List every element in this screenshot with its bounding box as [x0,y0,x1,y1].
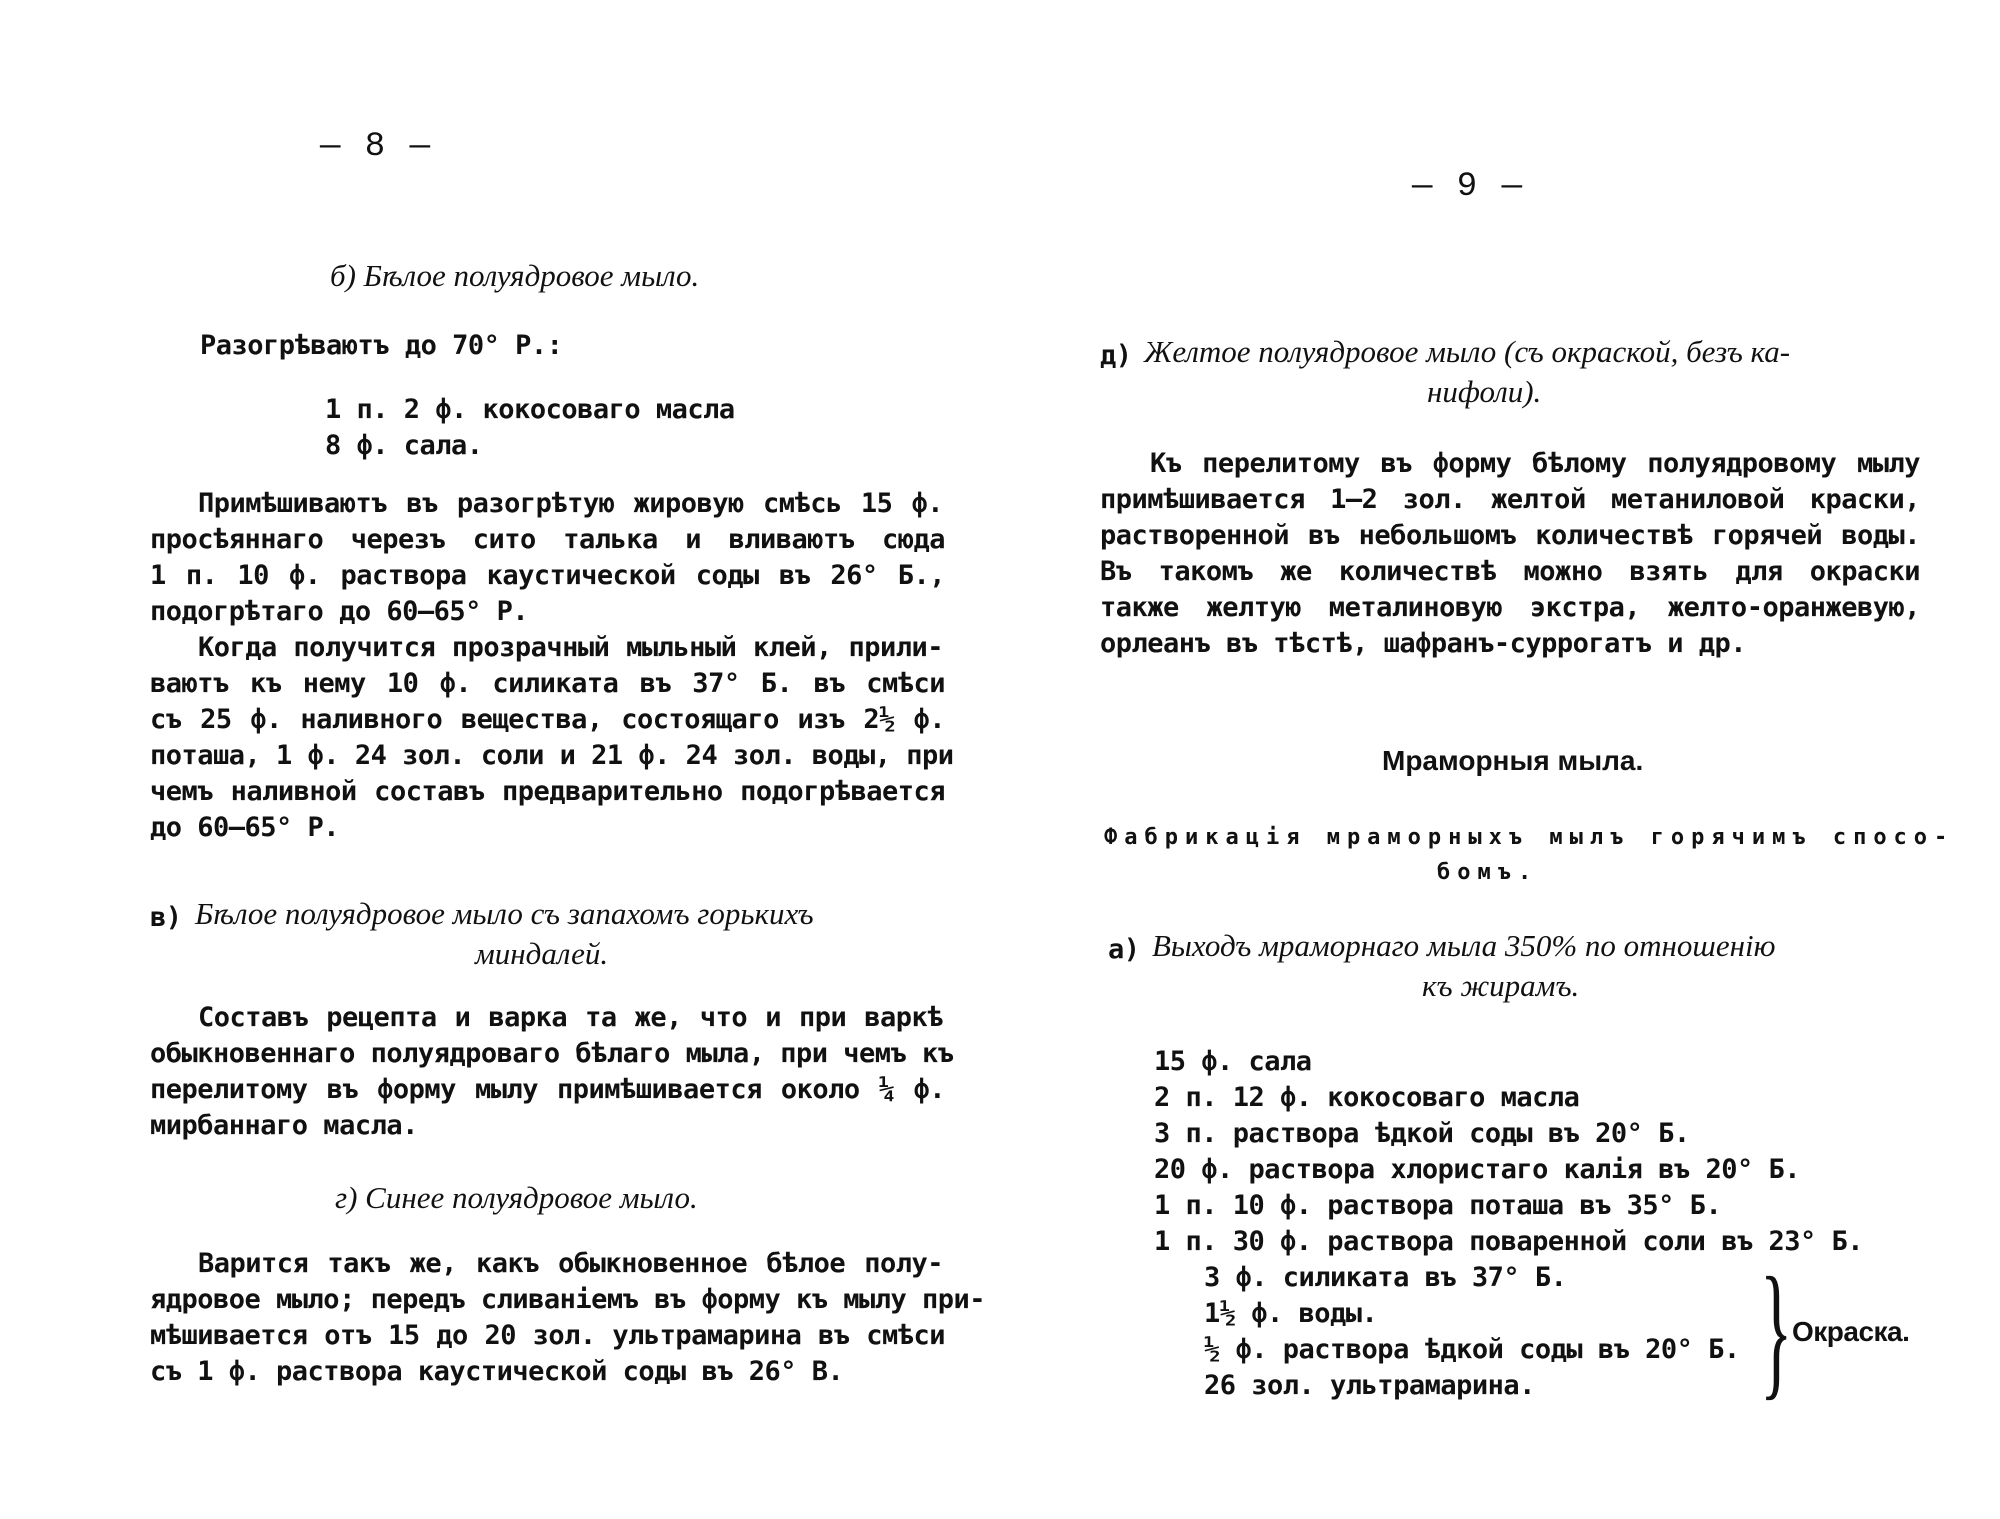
recipe-line: 3 п. раствора ѣдкой соды въ 20° Б. [1154,1118,1690,1149]
paragraph-line: до 60—65° Р. [150,812,340,843]
coloring-label: Окраска. [1792,1316,1910,1347]
heat-line: Разогрѣваютъ до 70° Р.: [200,330,563,361]
ingredient-line: 8 ф. сала. [325,430,483,461]
paragraph-line: Когда получится прозрачный мыльный клей, прили- [198,632,943,663]
right-brace-icon: } [1760,1247,1793,1413]
paragraph-line: Варится такъ же, какъ обыкновенное бѣлое полу- [198,1248,943,1279]
section-v-heading: Бѣлое полуядровое мыло съ запахомъ горькихъ [195,896,814,931]
paragraph-line: перелитому въ форму мылу примѣшивается около ¼ ф. [150,1074,945,1105]
page-number-9: — 9 — [1412,168,1525,206]
paragraph-line: поташа, 1 ф. 24 зол. соли и 21 ф. 24 зол. воды, при [150,740,954,771]
section-d-heading: Желтое полуядровое мыло (съ окраской, безъ ка- [1144,334,1791,369]
section-v-heading: миндалей. [475,936,609,971]
paragraph-line: Къ перелитому въ форму бѣлому полуядровому мылу [1150,448,1920,479]
marble-soaps-heading: Мраморныя мыла. [1382,745,1644,776]
paragraph-line: подогрѣтаго до 60—65° Р. [150,596,529,627]
section-a-label: а) [1108,934,1140,965]
page-number-8: — 8 — [320,128,433,166]
section-a-heading: Выходъ мраморнаго мыла 350% по отношенію [1152,928,1776,963]
paragraph-line: ядровое мыло; передъ сливаніемъ въ форму къ мылу при- [150,1284,986,1315]
ingredient-line: 1 п. 2 ф. кокосоваго масла [325,394,735,425]
paragraph-line: 1 п. 10 ф. раствора каустической соды въ 26° Б., [150,560,945,591]
recipe-line: 1 п. 30 ф. раствора поваренной соли въ 23° Б. [1154,1226,1863,1257]
paragraph-line: Составъ рецепта и варка та же, что и при варкѣ [198,1002,943,1033]
paragraph-line: обыкновеннаго полуядроваго бѣлаго мыла, при чемъ къ [150,1038,954,1069]
paragraph-line: съ 1 ф. раствора каустической соды въ 26° В. [150,1356,844,1387]
paragraph-line: чемъ наливной составъ предварительно подогрѣвается [150,776,945,807]
coloring-item: ½ ф. раствора ѣдкой соды въ 20° Б. [1204,1334,1740,1365]
section-d-label: д) [1100,340,1132,371]
fabrication-heading: бомъ. [1437,860,1539,885]
recipe-line: 15 ф. сала [1154,1046,1312,1077]
paragraph-line: Примѣшиваютъ въ разогрѣтую жировую смѣсь 15 ф. [198,488,943,519]
paragraph-line: мѣшивается отъ 15 до 20 зол. ультрамарина въ смѣси [150,1320,945,1351]
paragraph-line: съ 25 ф. наливного вещества, состоящаго изъ 2½ ф. [150,704,945,735]
paragraph-line: также желтую металиновую экстра, желто-оранжевую, [1100,592,1920,623]
section-v-label: в) [150,902,182,933]
paragraph-line: растворенной въ небольшомъ количествѣ горячей воды. [1100,520,1920,551]
right-page [1092,0,1955,1519]
recipe-line: 20 ф. раствора хлористаго калія въ 20° Б. [1154,1154,1800,1185]
recipe-line: 2 п. 12 ф. кокосоваго масла [1154,1082,1580,1113]
paragraph-line: орлеанъ въ тѣстѣ, шафранъ-суррогатъ и др. [1100,628,1746,659]
left-page [140,0,986,1519]
section-g-heading: г) Синее полуядровое мыло. [335,1180,698,1215]
paragraph-line: мирбаннаго масла. [150,1110,418,1141]
recipe-line: 1 п. 10 ф. раствора поташа въ 35° Б. [1154,1190,1722,1221]
paragraph-line: примѣшивается 1—2 зол. желтой метаниловой краски, [1100,484,1920,515]
fabrication-heading: Фабрикація мраморныхъ мылъ горячимъ спосо- [1104,825,1955,850]
section-b-heading: б) Бѣлое полуядровое мыло. [330,258,700,293]
coloring-item: 1½ ф. воды. [1204,1298,1378,1329]
section-d-heading: нифоли). [1427,374,1542,409]
coloring-item: 26 зол. ультрамарина. [1204,1370,1535,1401]
section-a-heading: къ жирамъ. [1422,968,1580,1003]
coloring-item: 3 ф. силиката въ 37° Б. [1204,1262,1567,1293]
paragraph-line: ваютъ къ нему 10 ф. силиката въ 37° Б. въ смѣси [150,668,945,699]
paragraph-line: просѣяннаго черезъ сито талька и вливаютъ сюда [150,524,945,555]
paragraph-line: Въ такомъ же количествѣ можно взять для окраски [1100,556,1920,587]
